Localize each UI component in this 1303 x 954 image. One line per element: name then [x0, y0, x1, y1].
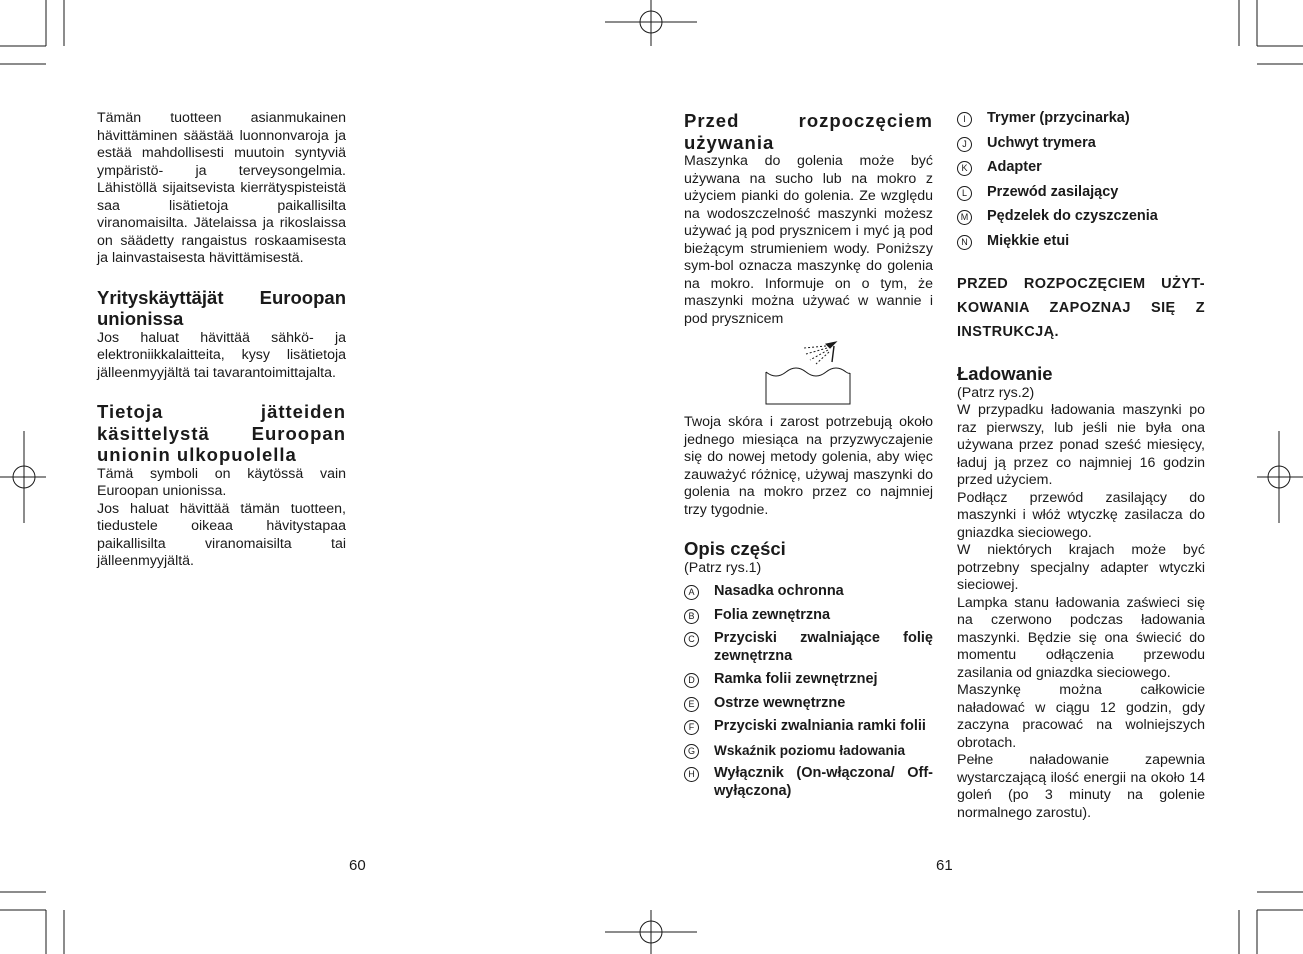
outside-eu-text-2: Jos haluat hävittää tämän tuotteen, tiedustele oikeaa hävitystapaa paikallisilta viranomaisilta tai jälleenmyyjältä.	[97, 500, 346, 569]
list-item	[957, 135, 1205, 153]
list-item	[684, 583, 933, 601]
part-label: Folia zewnętrzna	[714, 606, 831, 623]
circled-letter-marker: B	[684, 609, 699, 624]
list-item	[684, 742, 933, 760]
part-label: Wskaźnik poziomu ładowania	[714, 742, 906, 758]
circled-letter-marker: H	[684, 767, 699, 782]
part-label: Nasadka ochronna	[714, 583, 844, 599]
list-item	[684, 718, 933, 736]
before-use-heading: Przed rozpoczęciem używania	[684, 110, 933, 153]
charging-paragraph: W przypadku ładowania maszynki po raz pierwszy, lub jeśli nie była ona używana przez ponad sześć miesięcy, ładuj ją przez co najmniej 16 godzin przed użyciem.	[957, 402, 1205, 488]
list-item	[957, 208, 1205, 226]
left-page-column	[97, 110, 346, 571]
circled-letter-marker: D	[684, 673, 699, 688]
part-label: Przyciski zwalniające folię zewnętrzna	[714, 630, 933, 664]
shower-water-icon	[764, 340, 854, 406]
part-label: Miękkie etui	[987, 232, 1070, 249]
part-label: Ramka folii zewnętrznej	[714, 671, 878, 687]
list-item	[957, 159, 1205, 177]
circled-letter-marker: E	[684, 697, 699, 712]
parts-list	[684, 583, 933, 800]
part-label: Adapter	[987, 159, 1042, 175]
circled-letter-marker: K	[957, 161, 972, 176]
charging-paragraph: Maszynkę można całkowicie naładować w ciągu 12 godzin, gdy zaczyna pracować na wolniejszych obrotach.	[957, 682, 1205, 751]
part-label: Przyciski zwalniania ramki folii	[714, 718, 926, 734]
part-label: Ostrze wewnętrzne	[714, 694, 846, 711]
circled-letter-marker: G	[684, 744, 699, 759]
list-item	[684, 765, 933, 800]
parts-heading: Opis części	[684, 538, 786, 559]
disposal-intro-text: Tämän tuotteen asianmukainen hävittäminen säästää luonnonvaroja ja estää mahdollisesti muutoin syntyviä ympäristö- ja terveysongelmia. Lähistöllä sijaitsevista kierrätyspisteistä saa lisätietoja paikallisilta viranomaisilta. Jätelaissa ja rikoslaissa on säädetty rangaistus roskaamisesta ja lainvastaisesta hävittämisestä.	[97, 110, 346, 266]
list-item	[957, 184, 1205, 202]
part-label: Pędzelek do czyszczenia	[987, 208, 1158, 224]
right-page-column-1	[684, 110, 933, 806]
list-item	[684, 671, 933, 689]
circled-letter-marker: C	[684, 632, 699, 647]
charging-paragraph: W niektórych krajach może być potrzebny specjalny adapter wtyczki sieciowej.	[957, 542, 1205, 593]
charging-heading: Ładowanie	[957, 363, 1053, 384]
circled-letter-marker: I	[957, 112, 972, 127]
business-users-heading: Yrityskäyttäjät Euroopan unionissa	[97, 286, 346, 329]
circled-letter-marker: N	[957, 235, 972, 250]
parts-figure-ref: (Patrz rys.1)	[684, 559, 762, 576]
list-item	[957, 110, 1205, 128]
right-page-column-2	[957, 110, 1205, 822]
skin-adaptation-text: Twoja skóra i zarost potrzebują około jednego miesiąca na przyzwyczajenie się do nowej metody golenia, aby więc zauważyć różnicę, używaj maszynki do golenia na mokro przez co najmniej trzy tygodnie.	[684, 414, 933, 518]
part-label: Uchwyt trymera	[987, 134, 1096, 151]
page-number-left: 60	[349, 857, 366, 874]
parts-list-continued	[957, 110, 1205, 250]
circled-letter-marker: F	[684, 720, 699, 735]
list-item	[684, 630, 933, 665]
before-use-text: Maszynka do golenia może być używana na sucho lub na mokro z użyciem pianki do golenia. Ze względu na wodoszczelność maszynki możesz używać ją pod prysznicem i myć ją pod bieżącym strumieniem wody. Poniższy sym-bol oznacza maszynkę do golenia na mokro. Informuje on o tym, że maszynki można używać w wannie i pod prysznicem	[684, 153, 933, 327]
outside-eu-heading: Tietoja jätteiden käsittelystä Euroopan unionin ulkopuolella	[97, 401, 346, 465]
read-instructions-warning: PRZED ROZPOCZĘCIEM UŻYT-KOWANIA ZAPOZNAJ SIĘ Z INSTRUKCJĄ.	[957, 276, 1205, 340]
list-item	[684, 607, 933, 625]
charging-paragraph: Podłącz przewód zasilający do maszynki i włóż wtyczkę zasilacza do gniazdka sieciowego.	[957, 489, 1205, 541]
part-label: Trymer (przycinarka)	[987, 110, 1130, 126]
business-users-text: Jos haluat hävittää sähkö- ja elektroniikkalaitteita, kysy lisätietoja jälleenmyyjältä tai tavarantoimittajalta.	[97, 329, 346, 381]
circled-letter-marker: J	[957, 137, 972, 152]
outside-eu-text-1: Tämä symboli on käytössä vain Euroopan unionissa.	[97, 465, 346, 499]
list-item	[684, 695, 933, 713]
part-label: Wyłącznik (On-włączona/ Off-wyłączona)	[714, 765, 933, 799]
charging-figure-ref: (Patrz rys.2)	[957, 384, 1035, 401]
charging-paragraph: Lampka stanu ładowania zaświeci się na czerwono podczas ładowania maszynki. Będzie się ona świecić do momentu odłączenia przewodu zasilania od gniazdka sieciowego.	[957, 594, 1205, 681]
part-label: Przewód zasilający	[987, 183, 1119, 200]
circled-letter-marker: L	[957, 186, 972, 201]
charging-paragraph: Pełne naładowanie zapewnia wystarczającą ilość energii na około 14 goleń (po 3 minuty na golenie normalnego zarostu).	[957, 752, 1205, 821]
page-number-right: 61	[936, 857, 953, 874]
circled-letter-marker: A	[684, 585, 699, 600]
list-item	[957, 233, 1205, 251]
circled-letter-marker: M	[957, 210, 972, 225]
